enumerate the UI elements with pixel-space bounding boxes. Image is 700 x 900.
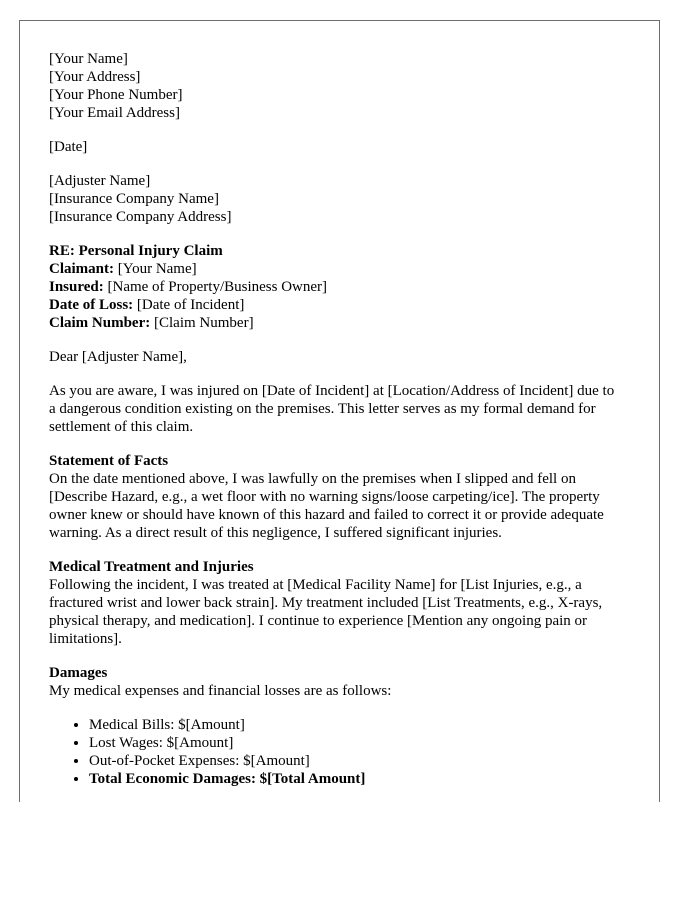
- damages-item-out-of-pocket: • Out-of-Pocket Expenses: $[Amount]: [89, 752, 619, 770]
- insured-line: [49, 278, 619, 296]
- sender-address: [Your Address]: [49, 69, 141, 85]
- claimant-value: [Your Name]: [114, 261, 197, 277]
- medical-text: Following the incident, I was treated at [Medical Facility Name] for [List Injuries, e.g., a fractured wrist and lower back strain]. My treatment included [List Treatments, e.g., X-rays, physical therapy, and medication]. I continue to experience [Mention any ongoing pain or limitations].: [49, 577, 603, 647]
- date-of-loss-line: [49, 296, 619, 314]
- date-of-loss-value: [Date of Incident]: [133, 297, 245, 313]
- damages-section: [49, 664, 619, 788]
- recipient-name: [Adjuster Name]: [49, 173, 151, 189]
- insured-value: [Name of Property/Business Owner]: [103, 279, 328, 295]
- date-block: [49, 138, 619, 156]
- damages-heading: Damages: [49, 665, 108, 681]
- claim-number-value: [Claim Number]: [150, 315, 254, 331]
- letter-page: [19, 20, 660, 802]
- facts-section: [49, 452, 619, 542]
- recipient-block: [49, 172, 619, 226]
- recipient-company: [Insurance Company Name]: [49, 191, 219, 207]
- re-block: [49, 242, 619, 332]
- medical-section: [49, 558, 619, 648]
- medical-heading: Medical Treatment and Injuries: [49, 559, 254, 575]
- re-subject: RE: Personal Injury Claim: [49, 243, 223, 259]
- date-of-loss-label: Date of Loss:: [49, 297, 134, 313]
- damages-list: [49, 716, 619, 788]
- damages-item-total: • Total Economic Damages: $[Total Amount]: [89, 770, 619, 788]
- insured-label: Insured:: [49, 279, 104, 295]
- sender-email: [Your Email Address]: [49, 105, 180, 121]
- claimant-line: [49, 260, 619, 278]
- claim-number-line: [49, 314, 619, 332]
- spacer: [49, 700, 619, 716]
- damages-item-medical-bills: • Medical Bills: $[Amount]: [89, 716, 619, 734]
- sender-name: [Your Name]: [49, 51, 128, 67]
- salutation: Dear [Adjuster Name],: [49, 349, 187, 365]
- damages-item-lost-wages: • Lost Wages: $[Amount]: [89, 734, 619, 752]
- damages-text: My medical expenses and financial losses are as follows:: [49, 683, 392, 699]
- claimant-label: Claimant:: [49, 261, 114, 277]
- claim-number-label: Claim Number:: [49, 315, 151, 331]
- letter-content: [49, 50, 619, 802]
- facts-heading: Statement of Facts: [49, 453, 169, 469]
- sender-phone: [Your Phone Number]: [49, 87, 183, 103]
- letter-date: [Date]: [49, 139, 88, 155]
- sender-block: [49, 50, 619, 122]
- intro-paragraph: As you are aware, I was injured on [Date of Incident] at [Location/Address of Incident] due to a dangerous condition existing on the premises. This letter serves as my formal demand for settlement of this claim.: [49, 383, 615, 435]
- recipient-address: [Insurance Company Address]: [49, 209, 232, 225]
- facts-text: On the date mentioned above, I was lawfully on the premises when I slipped and fell on [Describe Hazard, e.g., a wet floor with no warning signs/loose carpeting/ice]. The property owner knew or should have known of this hazard and failed to correct it or provide adequate warning. As a direct result of this negligence, I suffered significant injuries.: [49, 471, 604, 541]
